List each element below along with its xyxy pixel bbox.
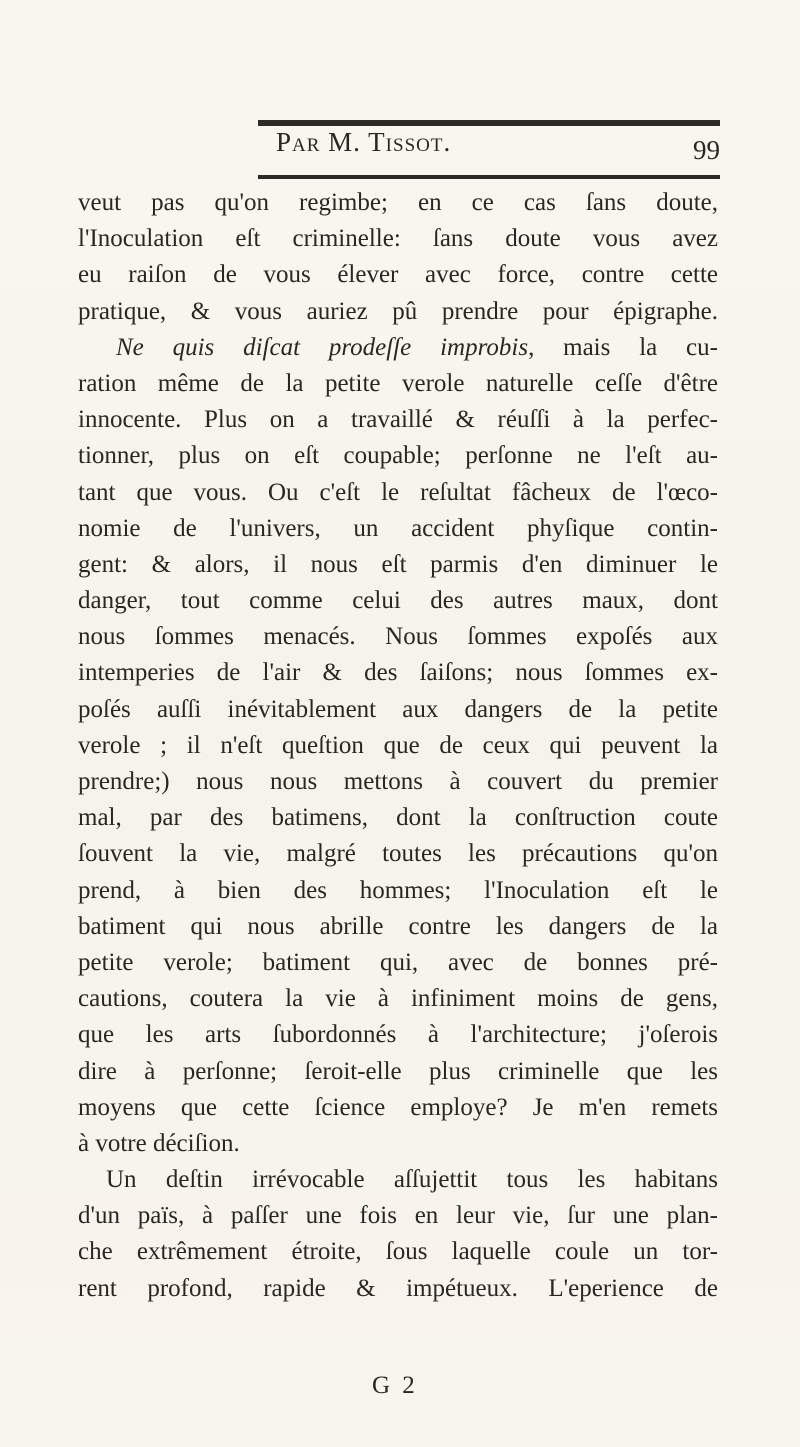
epigraph-line	[78, 330, 718, 366]
body-text	[78, 185, 718, 1307]
header-bottom-rule	[258, 175, 720, 179]
signature-mark: G 2	[372, 1372, 418, 1399]
running-title: Par M. Tissot.	[276, 127, 452, 157]
page-number: 99	[693, 135, 720, 165]
text-line: veut pas qu'on regimbe; en ce cas ſans doute,	[78, 189, 718, 216]
text-line: innocente. Plus on a travaillé & réuſſi à la perfec-	[78, 406, 718, 434]
text-line: intemperies de l'air & des ſaiſons; nous ſommes ex-	[78, 659, 718, 687]
epigraph-quote: Ne quis diſcat prodeſſe improbis	[116, 333, 529, 361]
paragraph-start: Un deſtin irrévocable aſſujettit tous les habitans	[106, 1166, 718, 1194]
text-line: dire à perſonne; ſeroit-elle plus criminelle que les	[78, 1057, 718, 1085]
text-line: pratique, & vous auriez pû prendre pour épigraphe.	[78, 297, 718, 325]
text-line: eu raiſon de vous élever avec force, contre cette	[78, 261, 718, 289]
text-line: prendre;) nous nous mettons à couvert du premier	[78, 768, 718, 795]
text-line: rent profond, rapide & impétueux. L'eperience de	[78, 1274, 718, 1302]
epigraph-continuation: , mais la cu-	[528, 333, 718, 361]
text-line: nomie de l'univers, un accident phyſique contin-	[78, 514, 718, 542]
text-line: petite verole; batiment qui, avec de bonnes pré-	[78, 948, 718, 976]
text-line: l'Inoculation eſt criminelle: ſans doute vous avez	[78, 225, 718, 253]
text-line: tionner, plus on eſt coupable; perſonne ne l'eſt au-	[78, 442, 718, 470]
text-line: poſés auſſi inévitablement aux dangers de la petite	[78, 695, 718, 723]
text-line: nous ſommes menacés. Nous ſommes expoſés aux	[78, 623, 718, 651]
text-line: à votre déciſion.	[78, 1129, 240, 1157]
text-line: d'un païs, à paſſer une fois en leur vie, ſur une plan-	[78, 1202, 718, 1230]
text-line: ſouvent la vie, malgré toutes les précautions qu'on	[78, 840, 718, 868]
text-line: che extrêmement étroite, ſous laquelle coule un tor-	[78, 1238, 718, 1266]
text-line: verole ; il n'eſt queſtion que de ceux qui peuvent la	[78, 731, 718, 759]
text-line: danger, tout comme celui des autres maux, dont	[78, 587, 718, 615]
text-line: prend, à bien des hommes; l'Inoculation eſt le	[78, 876, 718, 904]
text-line: que les arts ſubordonnés à l'architecture; j'oſerois	[78, 1021, 718, 1049]
running-head	[276, 125, 720, 169]
text-line: tant que vous. Ou c'eſt le reſultat fâcheux de l'œco-	[78, 478, 718, 506]
text-line: ration même de la petite verole naturelle ceſſe d'être	[78, 369, 718, 397]
text-line: moyens que cette ſcience employe? Je m'en remets	[78, 1093, 718, 1121]
text-line: mal, par des batimens, dont la conſtruction coute	[78, 804, 718, 832]
text-line: batiment qui nous abrille contre les dangers de la	[78, 912, 718, 940]
text-line: gent: & alors, il nous eſt parmis d'en diminuer le	[78, 550, 718, 578]
text-line: cautions, coutera la vie à infiniment moins de gens,	[78, 985, 718, 1013]
